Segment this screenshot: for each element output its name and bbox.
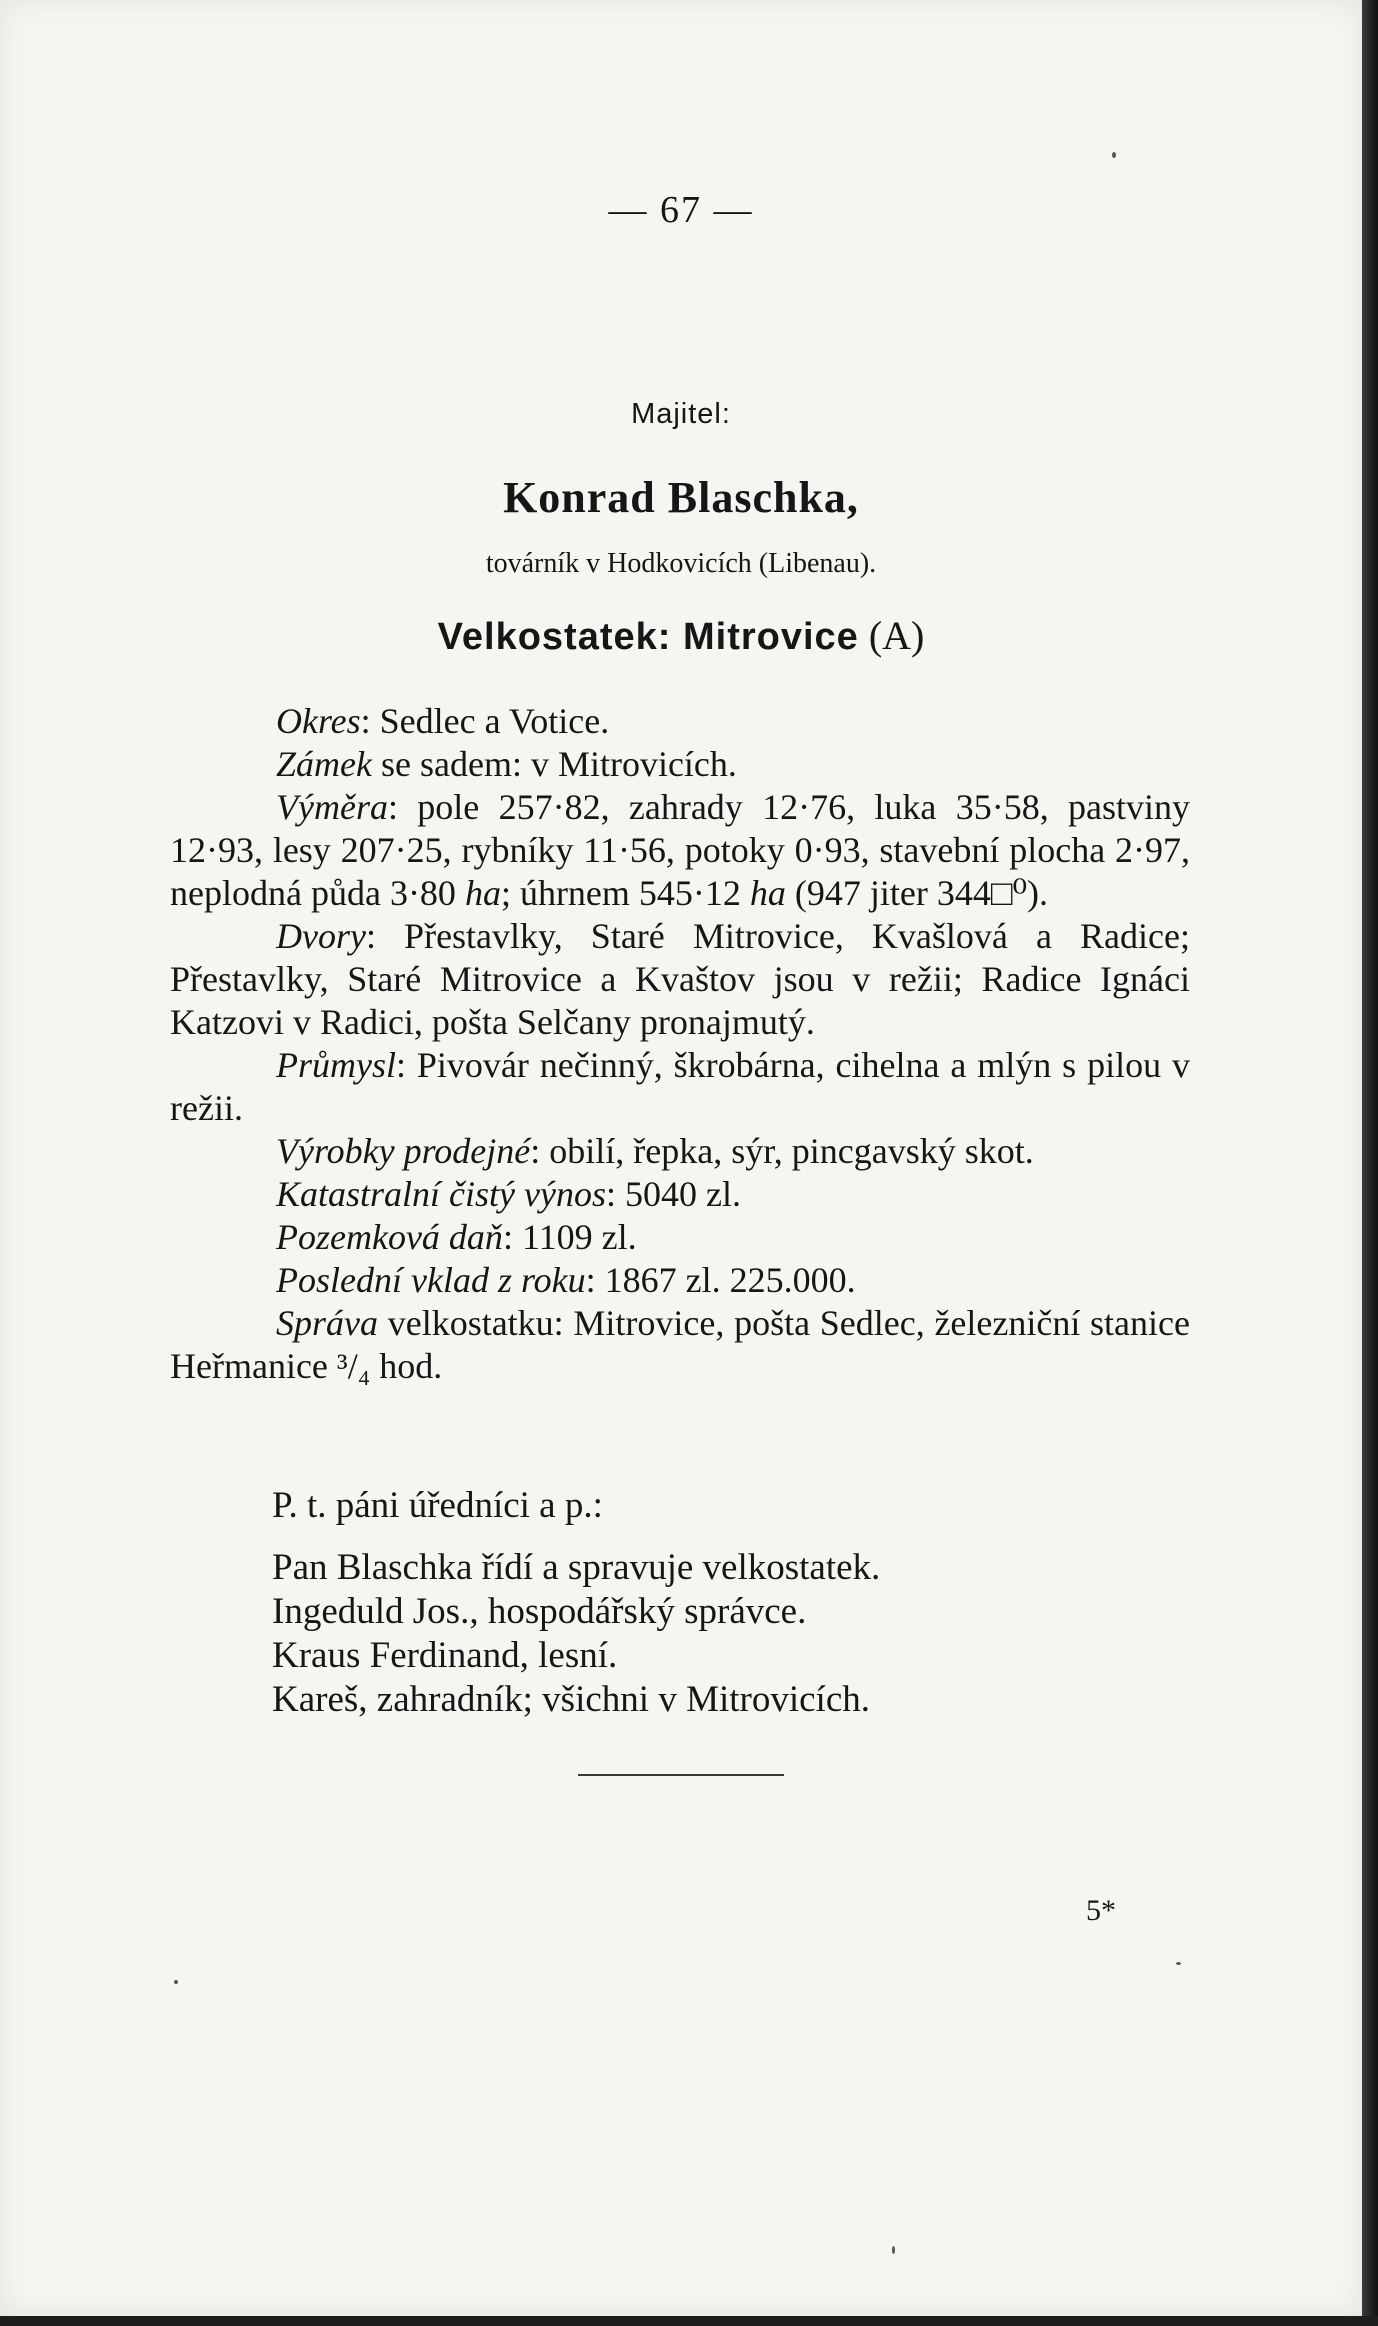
entry-text: : obilí, řepka, sýr, pincgavský skot.: [530, 1131, 1034, 1171]
owner-name: Konrad Blaschka,: [503, 473, 859, 522]
paper-speck: [174, 1980, 178, 1984]
entry-prumysl: [170, 1044, 1190, 1130]
entry-dan: [170, 1216, 1190, 1259]
signature-mark: 5*: [1086, 1894, 1116, 1927]
page-edge-right: [1362, 0, 1378, 2326]
entry-text: : Přestavlky, Staré Mitrovice, Kvašlová a Radice; Přestavlky, Staré Mitrovice a Kvaštov jsou v režii; Radice Ignáci Katzovi v Radici, pošta Selčany pronajmutý.: [170, 916, 1190, 1042]
staff-list: [272, 1484, 1172, 1722]
entry-label: Dvory: [276, 916, 366, 956]
entry-text: : 1867 zl. 225.000.: [585, 1260, 856, 1300]
page-number: — 67 —: [608, 189, 754, 231]
entry-okres: [170, 700, 1190, 743]
entry-label: Zámek: [276, 744, 372, 784]
entry-zamek: [170, 743, 1190, 786]
staff-line: Kareš, zahradník; všichni v Mitrovicích.: [272, 1679, 870, 1720]
entry-label: Výměra: [276, 787, 388, 827]
unit-ha: ha: [749, 873, 786, 913]
entry-text: : Sedlec a Votice.: [360, 701, 610, 741]
entry-label: Poslední vklad z roku: [276, 1260, 586, 1300]
entry-label: Katastralní čistý výnos: [276, 1174, 606, 1214]
entry-text: ; úhrnem 545·12: [500, 873, 750, 913]
staff-heading: P. t. páni úředníci a p.:: [272, 1485, 603, 1526]
paper-speck: [892, 2246, 895, 2254]
owner-label: Majitel:: [631, 398, 731, 430]
closing-rule: [578, 1774, 784, 1776]
page-edge-bottom: [0, 2316, 1378, 2326]
entry-vyrobky: [170, 1130, 1190, 1173]
entry-vymera: [170, 786, 1190, 915]
unit-ha: ha: [464, 873, 501, 913]
entry-label: Pozemková daň: [276, 1217, 503, 1257]
paper-speck: [1176, 1962, 1181, 1965]
entry-text: se sadem: v Mitrovicích.: [371, 744, 737, 784]
estate-suffix: (A): [868, 613, 925, 658]
paper-speck: [1112, 152, 1116, 158]
entry-text: : pole 257·82, zahrady 12·76, luka 35·58, pastviny 12·93, lesy 207·25, rybníky 11·56, potoky 0·93, stavební plocha 2·97, neplodná půda 3·80: [170, 787, 1190, 913]
entry-text: : 1109 zl.: [502, 1217, 637, 1257]
entry-text: : Pivovár nečinný, škrobárna, cihelna a mlýn s pilou v režii.: [170, 1045, 1190, 1128]
entry-text: velkostatku: Mitrovice, pošta Sedlec, železniční stanice Heřmanice ³/₄ hod.: [170, 1303, 1190, 1386]
owner-description: továrník v Hodkovicích (Libenau).: [485, 548, 877, 579]
staff-line: Pan Blaschka řídí a spravuje velkostatek.: [272, 1547, 881, 1588]
entry-text: (947 jiter 344□⁰).: [785, 873, 1049, 913]
entry-label: Okres: [276, 701, 361, 741]
estate-name: Velkostatek: Mitrovice: [437, 616, 859, 658]
entry-sprava: [170, 1302, 1190, 1388]
entry-label: Průmysl: [276, 1045, 396, 1085]
staff-line: Ingeduld Jos., hospodářský správce.: [272, 1591, 807, 1632]
entry-label: Výrobky prodejné: [276, 1131, 531, 1171]
entry-label: Správa: [276, 1303, 378, 1343]
entry-katastr: [170, 1173, 1190, 1216]
staff-line: Kraus Ferdinand, lesní.: [272, 1635, 618, 1676]
entry-vklad: [170, 1259, 1190, 1302]
estate-details: [170, 700, 1190, 1388]
entry-text: : 5040 zl.: [605, 1174, 741, 1214]
estate-heading: [0, 612, 1362, 659]
entry-dvory: [170, 915, 1190, 1044]
